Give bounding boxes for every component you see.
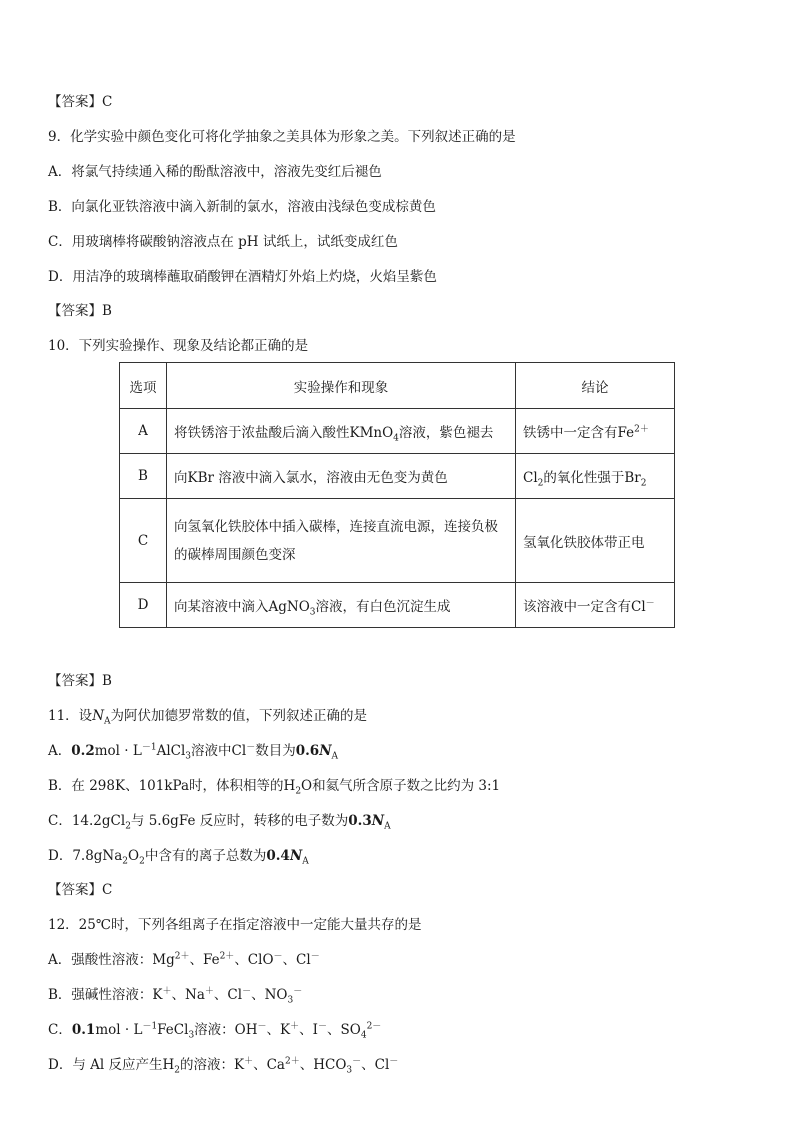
- table-row: [120, 583, 675, 628]
- header-operation: 实验操作和现象: [167, 363, 516, 409]
- question-9-option-c: C．用玻璃棒将碳酸钠溶液点在 pH 试纸上，试纸变成红色: [48, 234, 398, 250]
- row-conclusion: 铁锈中一定含有$Fe^{2+}$: [516, 409, 675, 454]
- question-9-option-d: D．用洁净的玻璃棒蘸取硝酸钾在酒精灯外焰上灼烧，火焰呈紫色: [48, 269, 437, 285]
- header-option: 选项: [120, 363, 167, 409]
- question-11-option-a: A．$0.2mol \cdot L^{-1}AlCl_3$溶液中Cl－数目为$0.6N_A$: [48, 742, 339, 762]
- row-operation: 向某溶液中滴入AgNO$_3$溶液，有白色沉淀生成: [167, 583, 516, 628]
- table-row: [120, 409, 675, 454]
- experiment-table: [119, 362, 675, 628]
- row-operation-line-2: 的碳棒周围颜色变深: [174, 546, 296, 563]
- row-operation-line-1: 向氢氧化铁胶体中插入碳棒，连接直流电源，连接负极: [174, 518, 498, 535]
- row-conclusion: $Cl_2$的氧化性强于$Br_2$: [516, 454, 675, 499]
- question-12-option-c: C．$0.1mol \cdot L^{-1}FeCl_3$溶液：OH－、K＋、I－、$SO_4^{2-}$: [48, 1021, 382, 1041]
- question-12-option-a: A．强酸性溶液：$Mg^{2+}$、$Fe^{2+}$、ClO－、Cl－: [48, 951, 320, 968]
- question-9-option-a: A．将氯气持续通入稀的酚酞溶液中，溶液先变红后褪色: [48, 164, 382, 180]
- answer-q11: 【答案】C: [48, 882, 113, 898]
- question-10-stem: 10．下列实验操作、现象及结论都正确的是: [48, 338, 309, 354]
- row-operation: 向KBr 溶液中滴入氯水，溶液由无色变为黄色: [167, 454, 516, 499]
- question-9-option-b: B．向氯化亚铁溶液中滴入新制的氯水，溶液由浅绿色变成棕黄色: [48, 199, 436, 215]
- question-9-stem: 9．化学实验中颜色变化可将化学抽象之美具体为形象之美。下列叙述正确的是: [48, 129, 516, 145]
- row-operation: [167, 499, 516, 583]
- row-conclusion: 该溶液中一定含有Cl－: [516, 583, 675, 628]
- question-12-option-d: D．与 Al 反应产生$H_2$的溶液：K＋、$Ca^{2+}$、$HCO_3^-$、Cl－: [48, 1056, 399, 1076]
- row-option: C: [120, 499, 167, 583]
- table-row: [120, 499, 675, 583]
- header-conclusion: 结论: [516, 363, 675, 409]
- question-11-option-d: D．$7.8gNa_2O_2$中含有的离子总数为$0.4N_A$: [48, 848, 309, 867]
- row-conclusion: 氢氧化铁胶体带正电: [516, 499, 675, 583]
- table-row: [120, 454, 675, 499]
- table-header-row: [120, 363, 675, 409]
- question-11-stem: 11．设$N_A$为阿伏加德罗常数的值，下列叙述正确的是: [48, 708, 367, 727]
- question-12-stem: 12．25℃时，下列各组离子在指定溶液中一定能大量共存的是: [48, 917, 422, 933]
- row-option: B: [120, 454, 167, 499]
- answer-q10: 【答案】B: [48, 673, 112, 689]
- question-11-option-b: B．在 298K、101kPa时，体积相等的$H_2O$和氦气所含原子数之比约为 3:1: [48, 778, 501, 797]
- answer-q9: 【答案】B: [48, 303, 112, 319]
- row-option: A: [120, 409, 167, 454]
- answer-q8: 【答案】C: [48, 94, 113, 110]
- row-option: D: [120, 583, 167, 628]
- row-operation: 将铁锈溶于浓盐酸后滴入酸性KMnO$_4$溶液，紫色褪去: [167, 409, 516, 454]
- question-11-option-c: C．14.2gCl$_2$与 5.6gFe 反应时，转移的电子数为$0.3N_A$: [48, 813, 391, 832]
- question-12-option-b: B．强碱性溶液：K＋、Na＋、Cl－、$NO_3^-$: [48, 986, 303, 1006]
